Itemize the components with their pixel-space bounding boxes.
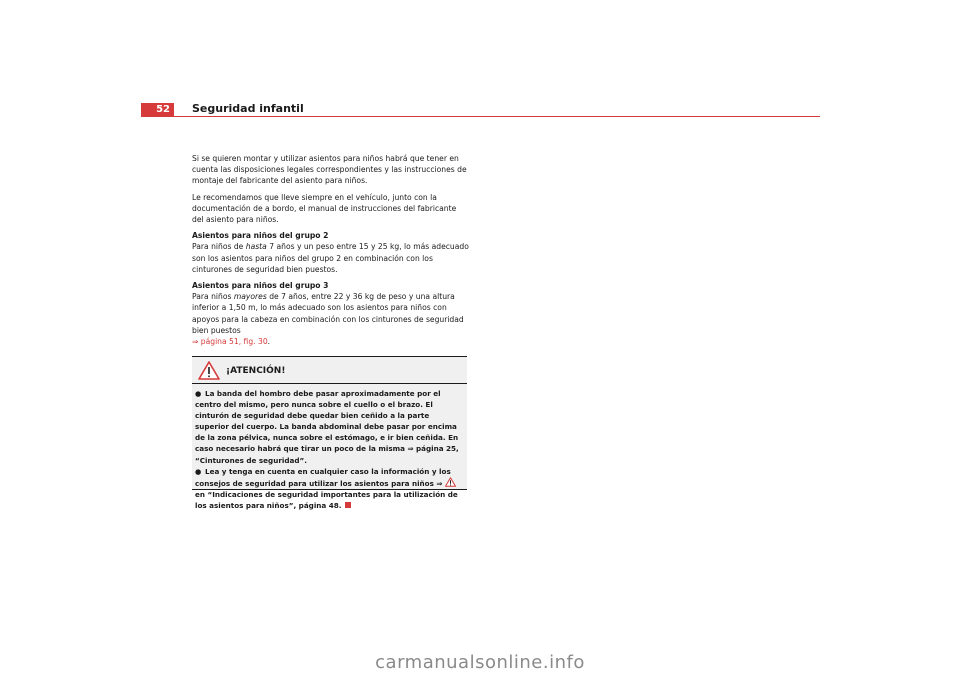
group2-emphasis: hasta xyxy=(245,242,267,252)
end-of-section-icon xyxy=(345,502,351,508)
warning-box xyxy=(192,356,467,510)
warning-title: ¡ATENCIÓN! xyxy=(226,365,286,376)
paragraph-recommendation: Le recomendamos que lleve siempre en el vehículo, junto con la documentación de a bordo, el manual de instrucciones del fabricante del asiento para niños. xyxy=(192,192,457,225)
warning-header xyxy=(198,361,285,380)
group3-emphasis: mayores xyxy=(233,292,267,302)
warning-divider xyxy=(192,383,467,384)
watermark: carmanualsonline.info xyxy=(375,652,585,673)
header-rule xyxy=(141,116,820,117)
warning-item-text-pre: Lea y tenga en cuenta en cualquier caso la información y los consejos de seguridad para utilizar los asientos para niños ⇒ xyxy=(195,466,451,488)
page-reference-link[interactable]: ⇒ página 51, fig. 30 xyxy=(192,337,268,347)
paragraph-legal: Si se quieren montar y utilizar asientos para niños habrá que tener en cuenta las disposiciones legales correspondientes y las instrucciones de montaje del fabricante del asiento para niños. xyxy=(192,154,467,186)
paragraph-group2 xyxy=(192,241,470,275)
group2-heading: Asientos para niños del grupo 2 xyxy=(192,231,329,241)
warning-triangle-icon xyxy=(198,361,220,380)
page-number: 52 xyxy=(141,103,174,117)
warning-list xyxy=(195,388,465,511)
group3-text-pre: Para niños xyxy=(192,292,234,302)
group3-text-post: de 7 años, entre 22 y 36 kg de peso y una altura inferior a 1,50 m, lo más adecuado son los asientos para niños con apoyos para la cabeza en combinación con los cinturones de seguridad bien puestos xyxy=(192,292,464,335)
group3-heading: Asientos para niños del grupo 3 xyxy=(192,281,329,291)
group3-period: . xyxy=(267,337,271,347)
bullet-icon: ● xyxy=(195,389,202,398)
bullet-icon: ● xyxy=(195,466,202,476)
warning-item xyxy=(195,388,465,466)
warning-triangle-inline-icon xyxy=(445,477,456,487)
group2-text-pre: Para niños de xyxy=(192,242,246,252)
group2-text-post: 7 años y un peso entre 15 y 25 kg, lo más adecuado son los asientos para niños del grupo 2 en combinación con los cinturones de seguridad bien puestos. xyxy=(192,242,469,274)
section-title: Seguridad infantil xyxy=(192,102,304,115)
warning-item-text: La banda del hombro debe pasar aproximadamente por el centro del mismo, pero nunca sobre el cuello o el brazo. El cinturón de seguridad debe quedar bien ceñido a la parte superior del cuerpo. La banda abdominal debe pasar por encima de la zona pélvica, nunca sobre el estómago, e ir bien ceñida. En caso necesario habrá que tirar un poco de la misma ⇒ página 25, “Cinturones de seguridad”. xyxy=(195,389,459,465)
body-text xyxy=(192,153,470,352)
paragraph-group3 xyxy=(192,291,470,347)
warning-item xyxy=(195,466,465,511)
warning-item-text-post: en “Indicaciones de seguridad importantes para la utilización de los asientos para niños”, página 48. xyxy=(195,489,458,510)
